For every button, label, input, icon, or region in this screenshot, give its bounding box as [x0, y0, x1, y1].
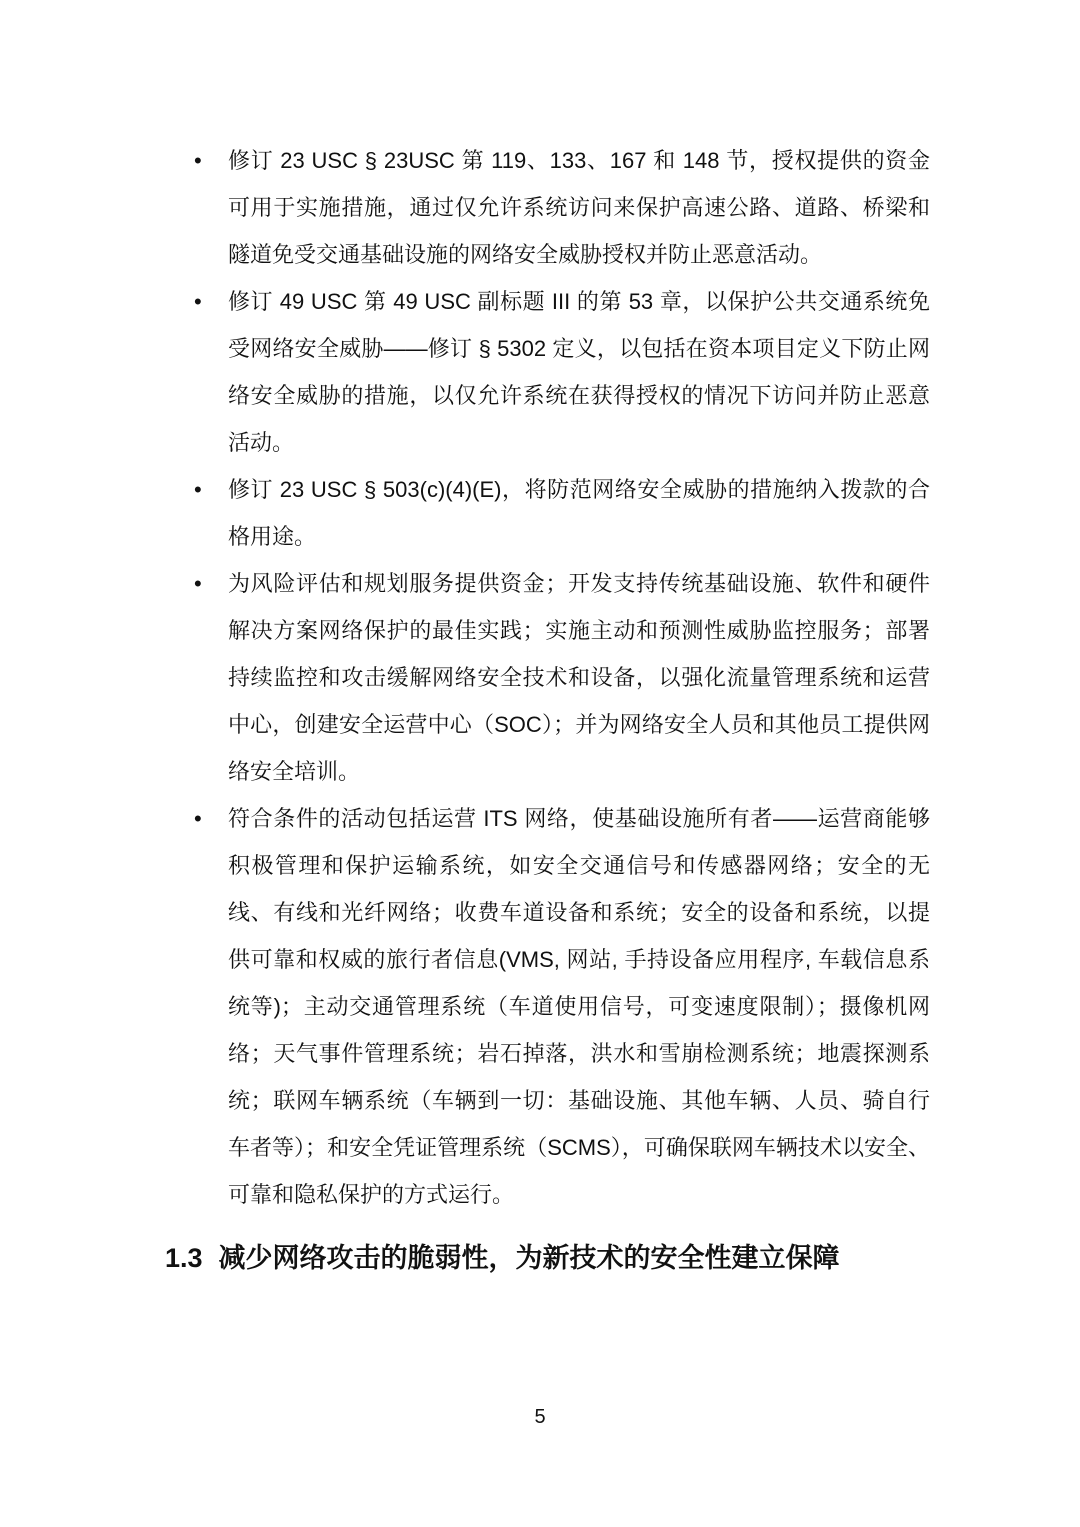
bullet-list	[228, 137, 930, 1218]
page-number: 5	[534, 1406, 546, 1428]
list-item: • 修订 23 USC § 23USC 第 119、133、167 和 148 节，授权提供的资金可用于实施措施，通过仅允许系统访问来保护高速公路、道路、桥梁和隧道免受交通基础设施的网络安全威胁授权并防止恶意活动。	[228, 137, 930, 278]
list-item: • 为风险评估和规划服务提供资金；开发支持传统基础设施、软件和硬件解决方案网络保护的最佳实践；实施主动和预测性威胁监控服务；部署持续监控和攻击缓解网络安全技术和设备，以强化流量管理系统和运营中心，创建安全运营中心（SOC）；并为网络安全人员和其他员工提供网络安全培训。	[228, 560, 930, 795]
list-item: • 修订 49 USC 第 49 USC 副标题 III 的第 53 章，以保护公共交通系统免受网络安全威胁——修订 § 5302 定义，以包括在资本项目定义下防止网络安全威胁的措施，以仅允许系统在获得授权的情况下访问并防止恶意活动。	[228, 278, 930, 466]
section-title: 减少网络攻击的脆弱性，为新技术的安全性建立保障	[218, 1243, 840, 1273]
section-heading	[165, 1236, 840, 1275]
section-number: 1.3	[165, 1243, 203, 1273]
list-item: • 符合条件的活动包括运营 ITS 网络，使基础设施所有者——运营商能够积极管理和保护运输系统，如安全交通信号和传感器网络；安全的无线、有线和光纤网络；收费车道设备和系统；安全的设备和系统，以提供可靠和权威的旅行者信息(VMS, 网站, 手持设备应用程序, 车载信息系统等)；主动交通管理系统（车道使用信号，可变速度限制）；摄像机网络；天气事件管理系统；岩石掉落，洪水和雪崩检测系统；地震探测系统；联网车辆系统（车辆到一切：基础设施、其他车辆、人员、骑自行车者等）；和安全凭证管理系统（SCMS），可确保联网车辆技术以安全、可靠和隐私保护的方式运行。	[228, 795, 930, 1218]
list-item: • 修订 23 USC § 503(c)(4)(E)，将防范网络安全威胁的措施纳入拨款的合格用途。	[228, 466, 930, 560]
